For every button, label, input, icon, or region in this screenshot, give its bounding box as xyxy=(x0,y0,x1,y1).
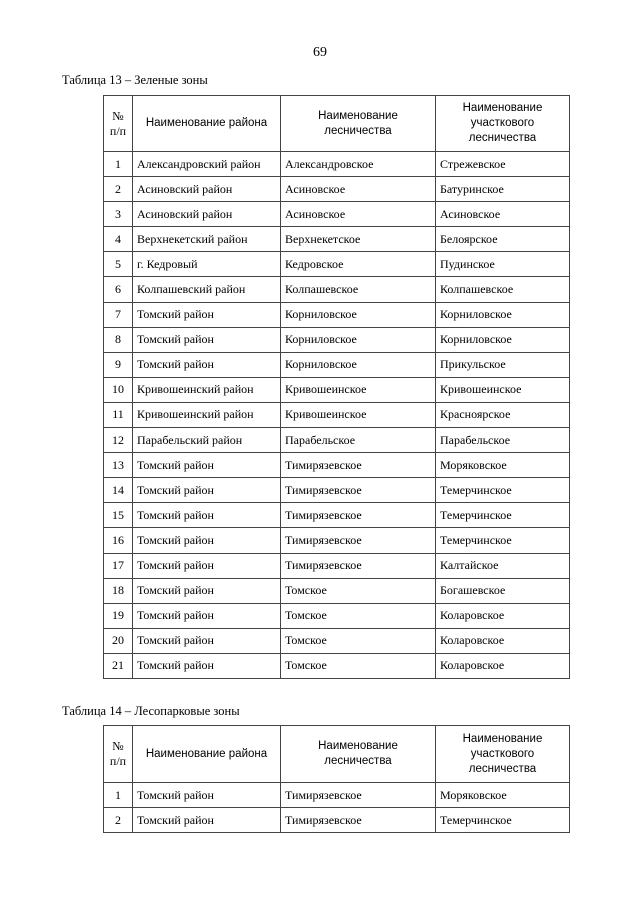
cell-forestry: Колпашевское xyxy=(281,277,436,302)
cell-subforestry: Моряковское xyxy=(436,783,570,808)
cell-num: 5 xyxy=(104,252,133,277)
green-zones-table xyxy=(103,95,570,679)
cell-district: Кривошеинский район xyxy=(133,377,281,402)
cell-subforestry: Богашевское xyxy=(436,578,570,603)
cell-num: 2 xyxy=(104,177,133,202)
cell-subforestry: Пудинское xyxy=(436,252,570,277)
table-row xyxy=(104,252,570,277)
header-forestry: Наименование лесничества xyxy=(281,726,436,783)
header-num: № п/п xyxy=(104,96,133,152)
cell-subforestry: Асиновское xyxy=(436,202,570,227)
cell-subforestry: Красноярское xyxy=(436,402,570,427)
cell-num: 17 xyxy=(104,553,133,578)
cell-num: 12 xyxy=(104,428,133,453)
cell-forestry: Томское xyxy=(281,653,436,678)
table-row xyxy=(104,152,570,177)
cell-forestry: Кедровское xyxy=(281,252,436,277)
cell-forestry: Тимирязевское xyxy=(281,553,436,578)
cell-district: Кривошеинский район xyxy=(133,402,281,427)
cell-district: Томский район xyxy=(133,352,281,377)
cell-forestry: Александровское xyxy=(281,152,436,177)
cell-forestry: Кривошеинское xyxy=(281,377,436,402)
page-number: 69 xyxy=(313,45,327,60)
cell-forestry: Верхнекетское xyxy=(281,227,436,252)
cell-forestry: Тимирязевское xyxy=(281,808,436,833)
cell-forestry: Томское xyxy=(281,628,436,653)
cell-subforestry: Коларовское xyxy=(436,603,570,628)
cell-district: Томский район xyxy=(133,628,281,653)
cell-num: 7 xyxy=(104,302,133,327)
cell-district: Томский район xyxy=(133,503,281,528)
cell-num: 1 xyxy=(104,152,133,177)
table-row xyxy=(104,402,570,427)
cell-subforestry: Стрежевское xyxy=(436,152,570,177)
cell-num: 2 xyxy=(104,808,133,833)
cell-forestry: Корниловское xyxy=(281,327,436,352)
cell-subforestry: Корниловское xyxy=(436,327,570,352)
table-body xyxy=(104,152,570,679)
cell-subforestry: Калтайское xyxy=(436,553,570,578)
cell-forestry: Тимирязевское xyxy=(281,503,436,528)
cell-district: Томский район xyxy=(133,302,281,327)
cell-forestry: Кривошеинское xyxy=(281,402,436,427)
cell-district: Верхнекетский район xyxy=(133,227,281,252)
table-row xyxy=(104,277,570,302)
cell-forestry: Томское xyxy=(281,603,436,628)
cell-forestry: Корниловское xyxy=(281,302,436,327)
table-row xyxy=(104,528,570,553)
cell-subforestry: Колпашевское xyxy=(436,277,570,302)
table-row xyxy=(104,653,570,678)
table-13-caption: Таблица 13 – Зеленые зоны xyxy=(62,73,208,87)
table-row xyxy=(104,453,570,478)
header-subforestry: Наименование участкового лесничества xyxy=(436,726,570,783)
cell-subforestry: Коларовское xyxy=(436,628,570,653)
cell-district: Томский район xyxy=(133,578,281,603)
table-row xyxy=(104,227,570,252)
header-district: Наименование района xyxy=(133,96,281,152)
cell-district: Томский район xyxy=(133,453,281,478)
table-row xyxy=(104,352,570,377)
table-row xyxy=(104,202,570,227)
cell-district: Томский район xyxy=(133,808,281,833)
cell-subforestry: Темерчинское xyxy=(436,503,570,528)
header-forestry: Наименование лесничества xyxy=(281,96,436,152)
cell-forestry: Асиновское xyxy=(281,177,436,202)
table-row xyxy=(104,603,570,628)
cell-num: 10 xyxy=(104,377,133,402)
cell-num: 11 xyxy=(104,402,133,427)
cell-forestry: Асиновское xyxy=(281,202,436,227)
header-subforestry: Наименование участкового лесничества xyxy=(436,96,570,152)
cell-num: 16 xyxy=(104,528,133,553)
cell-num: 18 xyxy=(104,578,133,603)
table-body xyxy=(104,783,570,833)
cell-num: 14 xyxy=(104,478,133,503)
cell-subforestry: Парабельское xyxy=(436,428,570,453)
cell-subforestry: Темерчинское xyxy=(436,528,570,553)
cell-num: 3 xyxy=(104,202,133,227)
cell-district: Томский район xyxy=(133,327,281,352)
table-row xyxy=(104,628,570,653)
header-district: Наименование района xyxy=(133,726,281,783)
cell-forestry: Корниловское xyxy=(281,352,436,377)
cell-num: 13 xyxy=(104,453,133,478)
table-row xyxy=(104,783,570,808)
cell-district: Томский район xyxy=(133,478,281,503)
cell-subforestry: Прикульское xyxy=(436,352,570,377)
cell-subforestry: Темерчинское xyxy=(436,808,570,833)
cell-district: Томский район xyxy=(133,653,281,678)
cell-district: Томский район xyxy=(133,528,281,553)
cell-num: 8 xyxy=(104,327,133,352)
table-row xyxy=(104,327,570,352)
table-row xyxy=(104,428,570,453)
header-num: № п/п xyxy=(104,726,133,783)
cell-num: 6 xyxy=(104,277,133,302)
cell-num: 9 xyxy=(104,352,133,377)
cell-district: Асиновский район xyxy=(133,177,281,202)
cell-district: Асиновский район xyxy=(133,202,281,227)
cell-subforestry: Моряковское xyxy=(436,453,570,478)
forest-park-zones-table xyxy=(103,725,570,833)
cell-num: 15 xyxy=(104,503,133,528)
cell-subforestry: Темерчинское xyxy=(436,478,570,503)
cell-district: Парабельский район xyxy=(133,428,281,453)
table-header-row xyxy=(104,726,570,783)
cell-district: Колпашевский район xyxy=(133,277,281,302)
table-row xyxy=(104,177,570,202)
table-row xyxy=(104,503,570,528)
cell-forestry: Тимирязевское xyxy=(281,528,436,553)
cell-num: 20 xyxy=(104,628,133,653)
cell-num: 1 xyxy=(104,783,133,808)
cell-forestry: Тимирязевское xyxy=(281,453,436,478)
table-14-caption: Таблица 14 – Лесопарковые зоны xyxy=(62,704,240,718)
cell-district: Томский район xyxy=(133,553,281,578)
cell-subforestry: Коларовское xyxy=(436,653,570,678)
cell-num: 4 xyxy=(104,227,133,252)
cell-forestry: Тимирязевское xyxy=(281,783,436,808)
cell-district: Томский район xyxy=(133,603,281,628)
cell-forestry: Томское xyxy=(281,578,436,603)
cell-district: Александровский район xyxy=(133,152,281,177)
cell-district: Томский район xyxy=(133,783,281,808)
table-row xyxy=(104,808,570,833)
cell-num: 21 xyxy=(104,653,133,678)
cell-num: 19 xyxy=(104,603,133,628)
cell-forestry: Парабельское xyxy=(281,428,436,453)
cell-subforestry: Корниловское xyxy=(436,302,570,327)
cell-district: г. Кедровый xyxy=(133,252,281,277)
cell-subforestry: Батуринское xyxy=(436,177,570,202)
table-row xyxy=(104,578,570,603)
table-row xyxy=(104,478,570,503)
table-header-row xyxy=(104,96,570,152)
cell-subforestry: Белоярское xyxy=(436,227,570,252)
cell-forestry: Тимирязевское xyxy=(281,478,436,503)
cell-subforestry: Кривошеинское xyxy=(436,377,570,402)
table-row xyxy=(104,377,570,402)
table-row xyxy=(104,302,570,327)
table-row xyxy=(104,553,570,578)
